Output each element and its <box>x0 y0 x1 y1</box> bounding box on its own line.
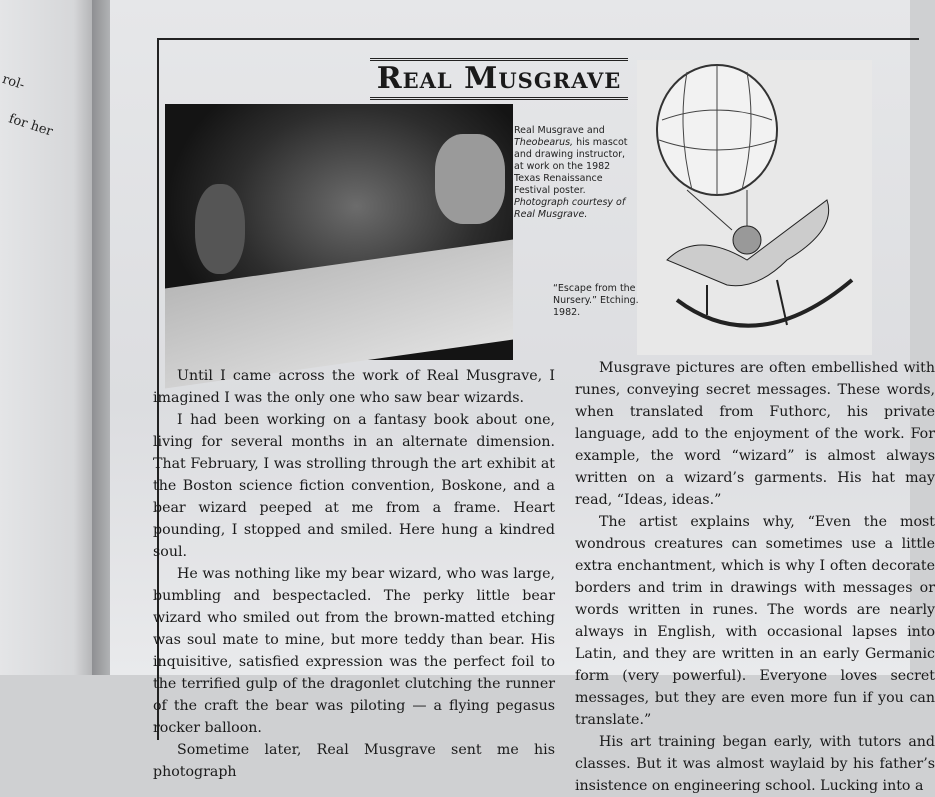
paragraph: His art training began early, with tutors and classes. But it was almost waylaid by his father’s insistence on engineering school. Lucking into a <box>575 734 935 794</box>
paragraph: I had been working on a fantasy book about one, living for several months in an alternate dimension. That February, I was strolling through the art exhibit at the Boston science fiction convention, Boskone, and a bear wizard peeped at me from a frame. Heart pounding, I stopped and smiled. Here hung a kindred soul. <box>153 412 555 560</box>
artist-photo <box>165 104 513 360</box>
left-page <box>0 0 92 675</box>
right-column <box>575 357 935 797</box>
paragraph: The artist explains why, “Even the most wondrous creatures can sometimes use a little extra enchantment, which is why I often decorate borders and trim in drawings with messages or words written in runes. The words are nearly always in English, with occasional lapses into Latin, and they are written in an early Germanic form (very powerful). Everyone loves secret messages, but they are even more fun if you can translate.” <box>575 514 935 728</box>
left-page-fragment: for her <box>6 111 55 140</box>
caption-credit: Photograph courtesy of Real Musgrave. <box>514 197 626 220</box>
illustration-caption: “Escape from the Nursery.” Etching. 1982. <box>553 283 639 318</box>
caption-text: his mascot and drawing instructor, at work on the 1982 Texas Renaissance Festival poster. <box>514 137 628 196</box>
paragraph: Musgrave pictures are often embellished with runes, conveying secret messages. These words, when translated from Futhorc, his private language, add to the enjoyment of the work. For example, the word “wizard” is almost always written on a wizard’s garments. His hat may read, “Ideas, ideas.” <box>575 360 935 508</box>
etching-illustration <box>637 60 872 355</box>
paragraph: He was nothing like my bear wizard, who was large, bumbling and bespectacled. The perky little bear wizard who smiled out from the brown-matted etching was soul mate to mine, but more teddy than bear. His inquisitive, satisfied expression was the perfect foil to the terrified gulp of the dragonlet clutching the runner of the craft the bear was piloting — a flying pegasus rocker balloon. <box>153 566 555 736</box>
paragraph: Until I came across the work of Real Musgrave, I imagined I was the only one who saw bear wizards. <box>153 368 555 406</box>
paragraph: Sometime later, Real Musgrave sent me his photograph <box>153 742 555 780</box>
balloon-etching-icon <box>637 60 872 355</box>
photo-caption <box>514 125 634 221</box>
article-title: Real Musgrave <box>370 58 628 100</box>
left-column <box>153 365 555 783</box>
artist-figure <box>435 134 505 224</box>
bear-mascot <box>195 184 245 274</box>
left-page-fragment: rol- <box>0 71 27 94</box>
caption-italic: Theobearus, <box>514 137 574 148</box>
caption-text: Real Musgrave and <box>514 125 605 136</box>
